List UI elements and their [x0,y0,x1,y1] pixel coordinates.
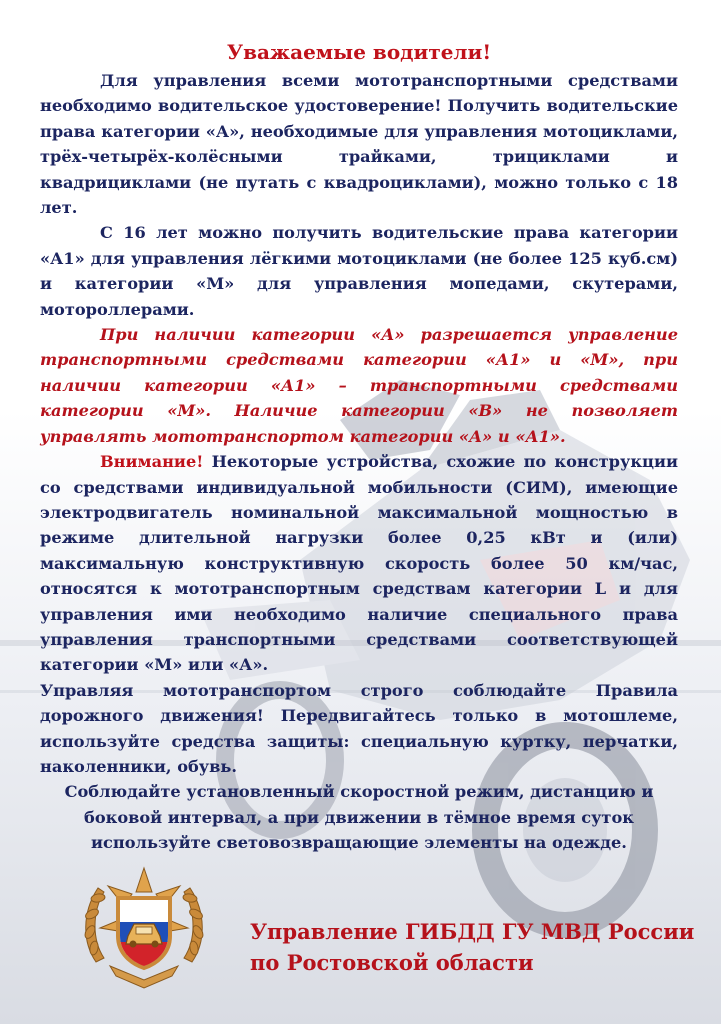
gibdd-emblem-icon [76,862,212,990]
paragraph-category-permissions: При наличии категории «А» разрешается управление транспортными средствами категории «А1» и «М», при наличии категории «А1» – транспортными средствами категории «М». Наличие категории «В» не позволяет управлять мототранспортом категории «А» и «А1». [40,325,678,446]
paragraph-speed-line-3: используйте световозвращающие элементы на одежде. [91,833,627,853]
paragraph-attention [40,449,678,678]
paragraph-speed-line-2: боковой интервал, а при движении в тёмное время суток [84,807,634,827]
attention-label: Внимание! [100,452,204,472]
main-content [40,38,678,856]
paragraph-age-16: С 16 лет можно получить водительские права категории «А1» для управления лёгкими мотоциклами (не более 125 куб.см) и категории «М» для управления мопедами, скутерами, мотороллерами. [40,223,678,319]
footer-line-2: по Ростовской области [250,950,534,975]
attention-text: Некоторые устройства, схожие по конструкции со средствами индивидуальной мобильности (СИМ), имеющие электродвигатель номинальной максимальной мощностью в режиме длительной нагрузки более 0,25 кВт и (или) максимальную конструктивную скорость более 50 км/час, относятся к мототранспортным средствам категории L и для управления ими необходимо наличие специального права управления транспортными средствами соответствующей категории «М» или «А». [40,452,678,675]
paragraph-safety-rules: Управляя мототранспортом строго соблюдайте Правила дорожного движения! Передвигайтесь только в мотошлеме, используйте средства защиты: специальную куртку, перчатки, наколенники, обувь. [40,680,678,776]
page-title: Уважаемые водители! [226,40,492,64]
paragraph-license-requirement: Для управления всеми мототранспортными средствами необходимо водительское удостоверение! Получить водительские права категории «А», необходимые для управления мотоциклами, трёх-четырёх-колёсными трайками, трициклами и квадрициклами (не путать с квадроциклами), можно только с 18 лет. [40,71,678,218]
paragraph-speed-line-1: Соблюдайте установленный скоростной режим, дистанцию и [64,782,654,802]
footer-line-1: Управление ГИБДД ГУ МВД России [250,919,695,944]
footer-organization [250,916,694,978]
